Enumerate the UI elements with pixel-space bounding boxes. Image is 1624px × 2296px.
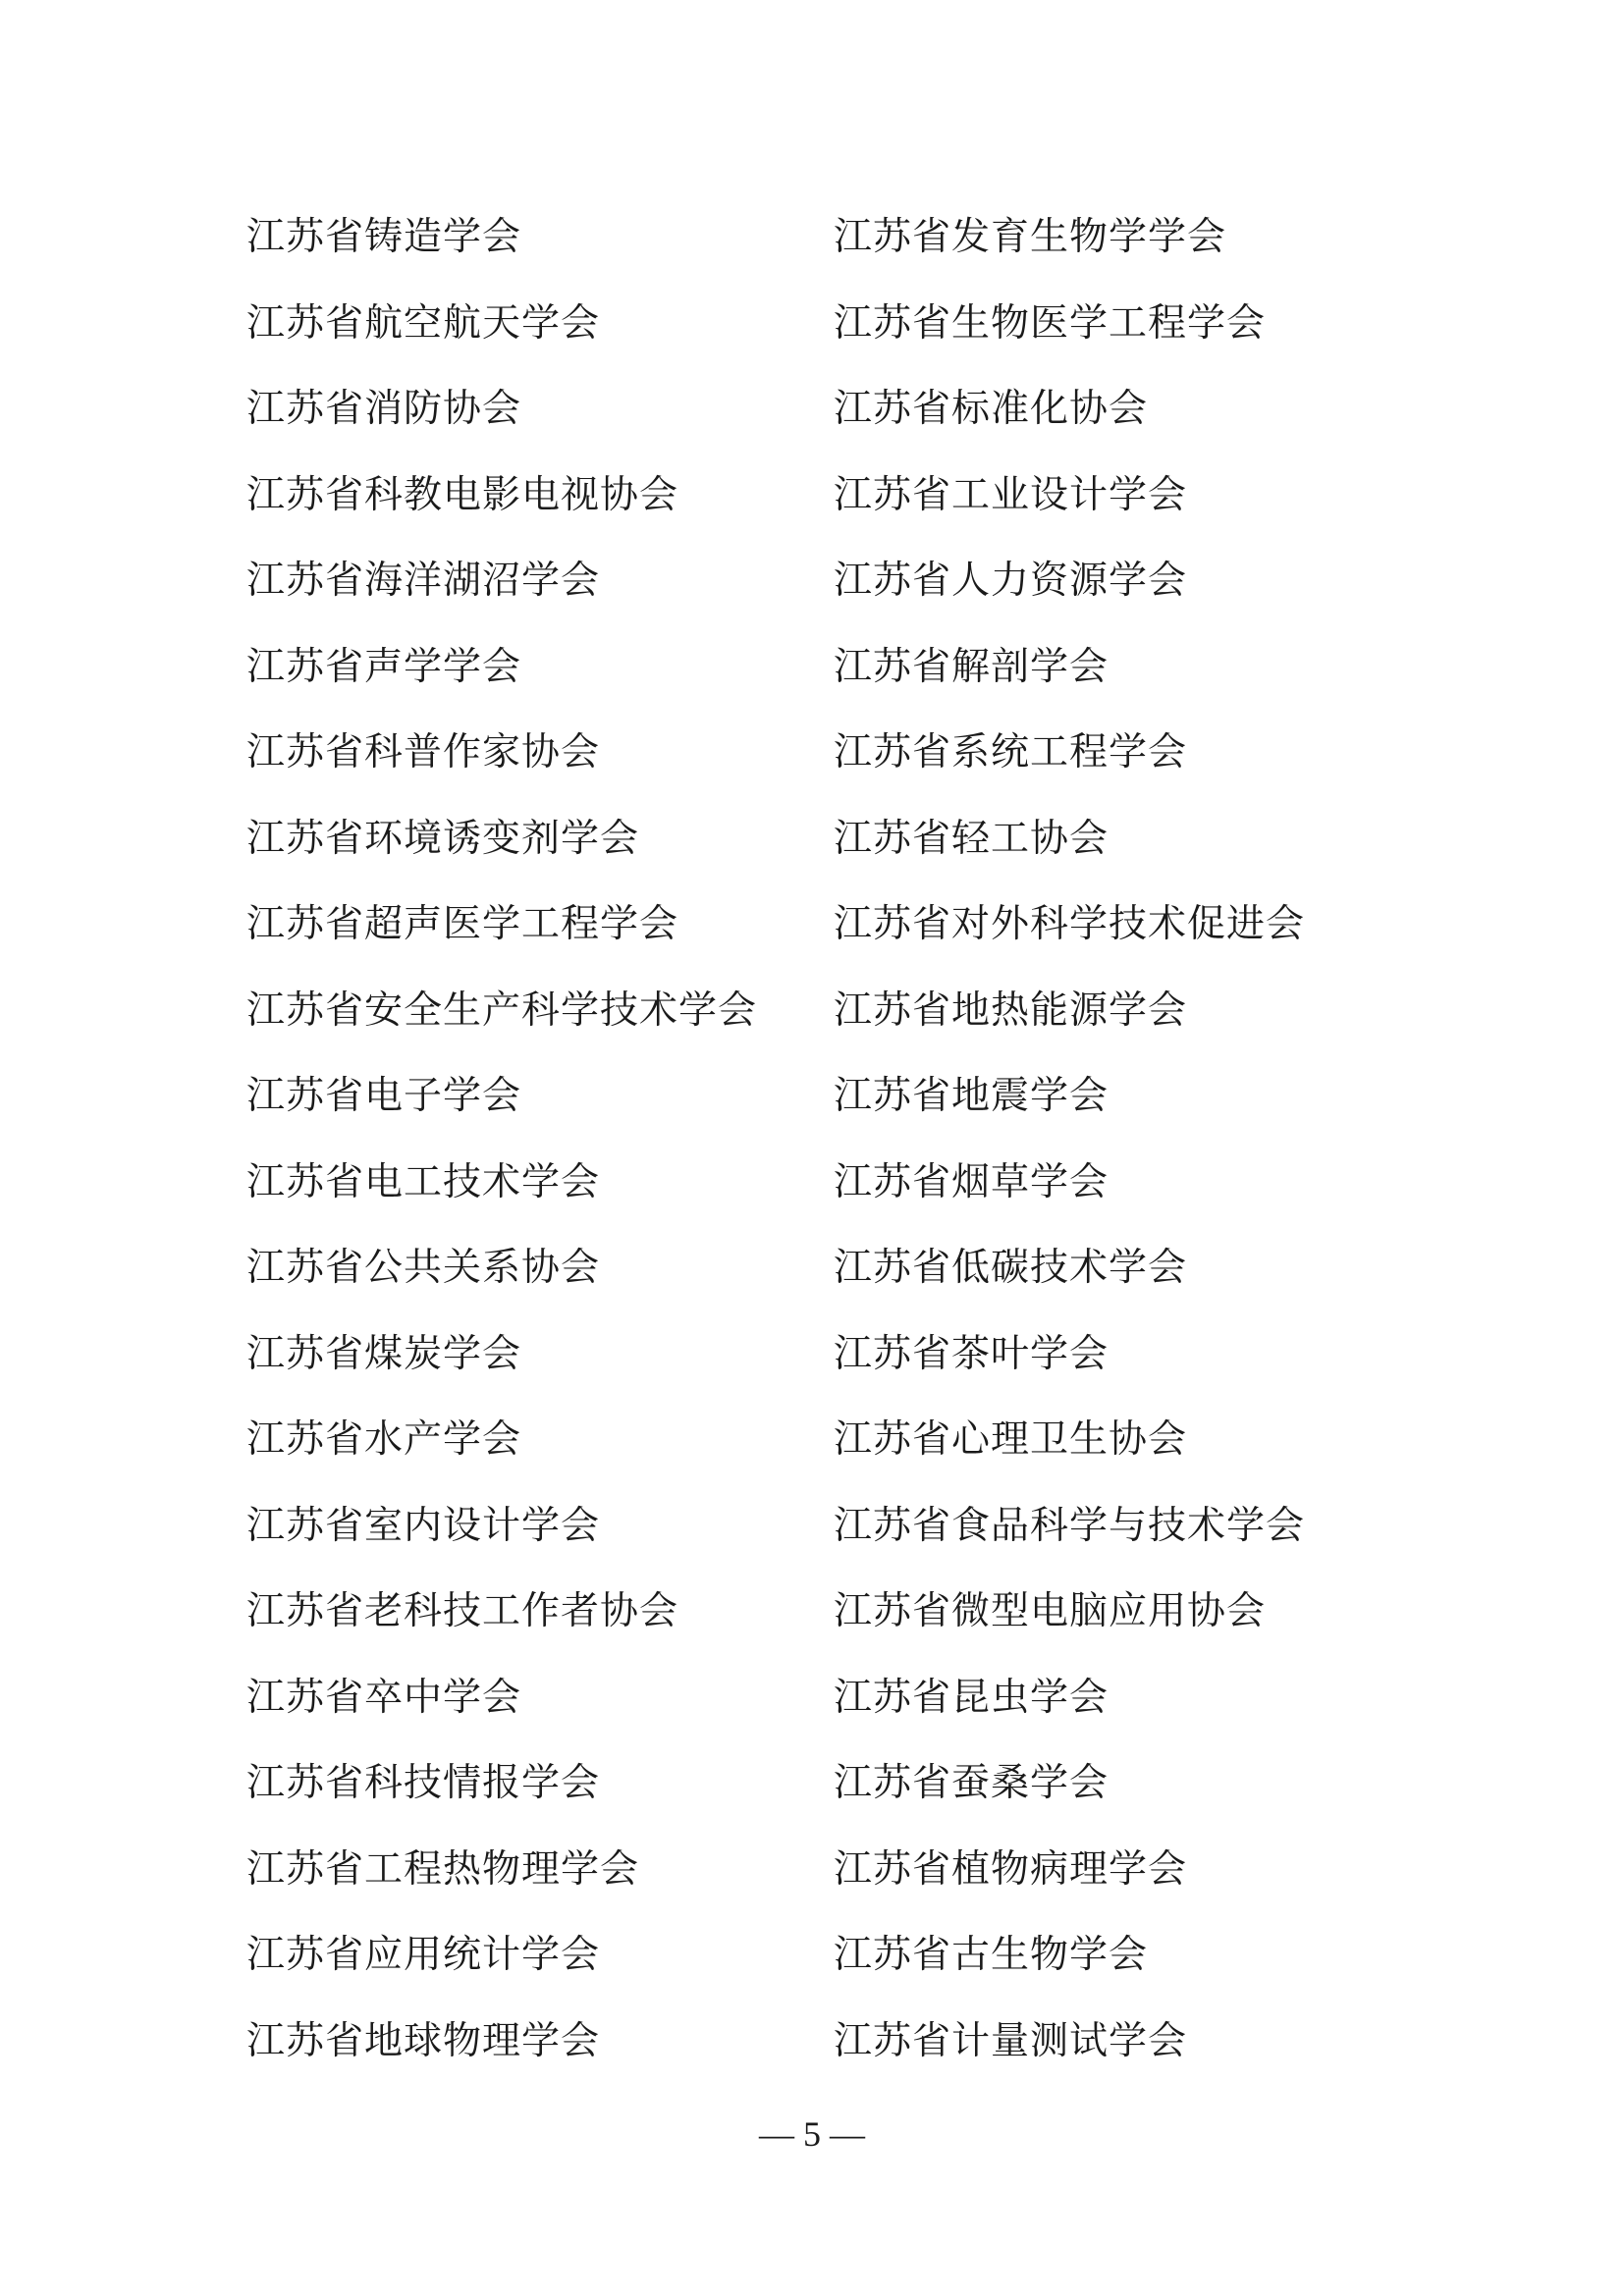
society-list-item: 江苏省超声医学工程学会 — [246, 902, 679, 946]
society-list-item: 江苏省微型电脑应用协会 — [834, 1589, 1267, 1633]
page-number: — 5 — — [759, 2114, 865, 2154]
society-list-item: 江苏省标准化协会 — [834, 387, 1149, 431]
society-list-item: 江苏省科技情报学会 — [246, 1761, 601, 1805]
society-list-item: 江苏省应用统计学会 — [246, 1933, 601, 1977]
society-list-item: 江苏省地热能源学会 — [834, 988, 1188, 1033]
society-list-item: 江苏省电子学会 — [246, 1074, 522, 1118]
society-list-item: 江苏省铸造学会 — [246, 215, 522, 259]
society-list-item: 江苏省古生物学会 — [834, 1933, 1149, 1977]
right-society-list — [834, 208, 1423, 2098]
society-list-item: 江苏省烟草学会 — [834, 1159, 1110, 1204]
society-list-item: 江苏省室内设计学会 — [246, 1503, 601, 1548]
society-list-item: 江苏省茶叶学会 — [834, 1331, 1110, 1376]
society-list-item: 江苏省消防协会 — [246, 387, 522, 431]
society-list-item: 江苏省工程热物理学会 — [246, 1846, 640, 1892]
society-list-item: 江苏省计量测试学会 — [834, 2018, 1188, 2063]
society-list-item: 江苏省环境诱变剂学会 — [246, 816, 640, 861]
society-list-item: 江苏省煤炭学会 — [246, 1331, 522, 1376]
society-list-item: 江苏省发育生物学学会 — [834, 215, 1227, 259]
society-list-item: 江苏省系统工程学会 — [834, 730, 1188, 774]
society-list-item: 江苏省安全生产科学技术学会 — [246, 988, 758, 1033]
society-list-item: 江苏省心理卫生协会 — [834, 1417, 1188, 1462]
society-list-item: 江苏省科普作家协会 — [246, 730, 601, 774]
society-list-item: 江苏省地震学会 — [834, 1074, 1110, 1118]
left-society-list — [246, 208, 816, 2098]
society-list-item: 江苏省蚕桑学会 — [834, 1761, 1110, 1805]
society-list-item: 江苏省人力资源学会 — [834, 559, 1188, 603]
society-list-item: 江苏省地球物理学会 — [246, 2018, 601, 2063]
society-list-item: 江苏省对外科学技术促进会 — [834, 902, 1306, 946]
society-list-item: 江苏省解剖学会 — [834, 644, 1110, 689]
society-list-item: 江苏省食品科学与技术学会 — [834, 1503, 1306, 1548]
society-list-item: 江苏省低碳技术学会 — [834, 1246, 1188, 1290]
society-list-item: 江苏省水产学会 — [246, 1417, 522, 1462]
society-list-item: 江苏省植物病理学会 — [834, 1846, 1188, 1892]
society-list-item: 江苏省声学学会 — [246, 644, 522, 689]
society-list-item: 江苏省工业设计学会 — [834, 472, 1188, 517]
society-list-item: 江苏省卒中学会 — [246, 1675, 522, 1720]
society-list-item: 江苏省昆虫学会 — [834, 1675, 1110, 1720]
society-list-item: 江苏省老科技工作者协会 — [246, 1589, 679, 1633]
society-list-item: 江苏省电工技术学会 — [246, 1159, 601, 1204]
society-list-item: 江苏省轻工协会 — [834, 816, 1110, 861]
society-list-item: 江苏省公共关系协会 — [246, 1246, 601, 1290]
society-list-item: 江苏省生物医学工程学会 — [834, 300, 1267, 346]
society-list-item: 江苏省海洋湖沼学会 — [246, 559, 601, 603]
society-list-item: 江苏省航空航天学会 — [246, 300, 601, 346]
society-list-item: 江苏省科教电影电视协会 — [246, 472, 679, 517]
